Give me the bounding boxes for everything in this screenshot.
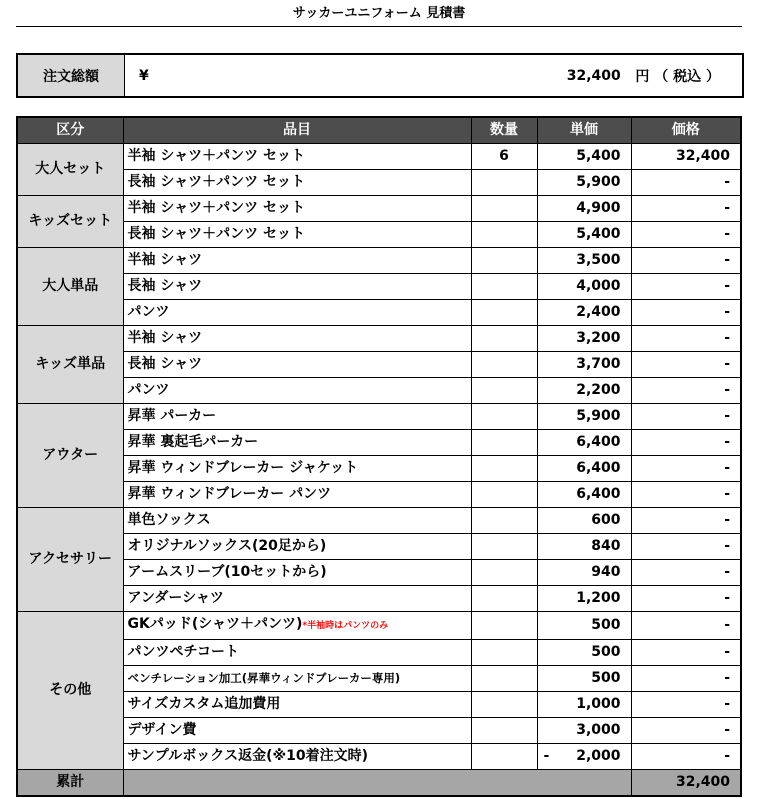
unit-price-cell: 500 xyxy=(537,666,631,692)
unit-price-cell: 1,000 xyxy=(537,692,631,718)
unit-price-cell: 4,900 xyxy=(537,196,631,222)
price-cell: - xyxy=(631,640,741,666)
header-price: 価格 xyxy=(631,117,741,144)
unit-price-cell: 5,900 xyxy=(537,404,631,430)
qty-cell[interactable] xyxy=(471,352,537,378)
order-total-value xyxy=(567,55,742,96)
price-cell: - xyxy=(631,352,741,378)
table-row xyxy=(17,508,741,534)
qty-cell[interactable] xyxy=(471,508,537,534)
item-name: デザイン費 xyxy=(127,722,197,738)
unit-price-cell: 1,200 xyxy=(537,586,631,612)
table-row xyxy=(17,586,741,612)
price-cell: - xyxy=(631,378,741,404)
unit-price-cell: 6,400 xyxy=(537,482,631,508)
unit-price-cell: 5,900 xyxy=(537,170,631,196)
item-cell xyxy=(123,144,471,170)
price-cell: - xyxy=(631,744,741,770)
table-row xyxy=(17,248,741,274)
table-row xyxy=(17,612,741,640)
qty-cell[interactable] xyxy=(471,430,537,456)
order-total-box xyxy=(16,53,744,98)
item-name: オリジナルソックス(20足から) xyxy=(127,538,327,554)
table-row xyxy=(17,430,741,456)
item-cell xyxy=(123,170,471,196)
table-row xyxy=(17,404,741,430)
item-name: パンツ xyxy=(127,382,170,398)
qty-cell[interactable] xyxy=(471,666,537,692)
item-name: アンダーシャツ xyxy=(127,590,224,606)
price-cell: - xyxy=(631,560,741,586)
item-cell xyxy=(123,692,471,718)
price-cell: - xyxy=(631,718,741,744)
yen-symbol: ¥ xyxy=(139,67,149,84)
price-cell: - xyxy=(631,534,741,560)
title-underline xyxy=(16,26,742,27)
unit-price-cell: 5,400 xyxy=(537,144,631,170)
price-cell: - xyxy=(631,692,741,718)
qty-cell[interactable] xyxy=(471,222,537,248)
item-cell xyxy=(123,586,471,612)
item-cell xyxy=(123,612,471,640)
unit-price-cell: 3,700 xyxy=(537,352,631,378)
item-cell xyxy=(123,222,471,248)
item-cell xyxy=(123,718,471,744)
qty-cell[interactable] xyxy=(471,404,537,430)
price-cell: - xyxy=(631,482,741,508)
item-name: 昇華 ウィンドブレーカー ジャケット xyxy=(127,460,359,476)
unit-price-cell: 2,400 xyxy=(537,300,631,326)
price-cell: 32,400 xyxy=(631,144,741,170)
qty-cell[interactable] xyxy=(471,248,537,274)
table-row xyxy=(17,352,741,378)
total-row xyxy=(17,770,741,797)
qty-cell[interactable] xyxy=(471,274,537,300)
table-row xyxy=(17,534,741,560)
item-name: 昇華 パーカー xyxy=(127,408,217,424)
quote-table-body xyxy=(17,144,741,770)
category-cell: キッズ単品 xyxy=(17,326,123,404)
document-title: サッカーユニフォーム 見積書 xyxy=(292,6,466,21)
item-cell xyxy=(123,482,471,508)
item-cell xyxy=(123,666,471,692)
item-name: 長袖 シャツ＋パンツ セット xyxy=(127,174,305,190)
qty-cell[interactable]: 6 xyxy=(471,144,537,170)
unit-price-cell: 6,400 xyxy=(537,430,631,456)
price-cell: - xyxy=(631,404,741,430)
unit-price-cell: 940 xyxy=(537,560,631,586)
item-name: 半袖 シャツ＋パンツ セット xyxy=(127,148,305,164)
table-row xyxy=(17,300,741,326)
qty-cell[interactable] xyxy=(471,612,537,640)
total-label: 累計 xyxy=(17,770,123,797)
qty-cell[interactable] xyxy=(471,482,537,508)
item-cell xyxy=(123,378,471,404)
table-row xyxy=(17,456,741,482)
price-cell: - xyxy=(631,430,741,456)
item-name: 長袖 シャツ xyxy=(127,356,203,372)
qty-cell[interactable] xyxy=(471,718,537,744)
item-cell xyxy=(123,404,471,430)
item-note: *半袖時はパンツのみ xyxy=(302,621,389,631)
item-cell xyxy=(123,534,471,560)
item-name: GKパッド(シャツ＋パンツ) xyxy=(127,616,303,632)
unit-price-cell: 500 xyxy=(537,640,631,666)
total-value: 32,400 xyxy=(631,770,741,797)
category-cell: アウター xyxy=(17,404,123,508)
unit-price-value: 2,000 xyxy=(576,748,621,764)
qty-cell[interactable] xyxy=(471,586,537,612)
unit-price-cell xyxy=(537,744,631,770)
price-cell: - xyxy=(631,196,741,222)
header-category: 区分 xyxy=(17,117,123,144)
item-cell xyxy=(123,456,471,482)
table-row xyxy=(17,196,741,222)
item-cell xyxy=(123,430,471,456)
item-name: 単色ソックス xyxy=(127,512,211,528)
price-cell: - xyxy=(631,300,741,326)
price-cell: - xyxy=(631,456,741,482)
qty-cell[interactable] xyxy=(471,560,537,586)
price-cell: - xyxy=(631,248,741,274)
table-header-row xyxy=(17,117,741,144)
table-row xyxy=(17,560,741,586)
category-cell: 大人単品 xyxy=(17,248,123,326)
unit-price-cell: 5,400 xyxy=(537,222,631,248)
item-cell xyxy=(123,640,471,666)
table-row xyxy=(17,274,741,300)
header-unit-price: 単価 xyxy=(537,117,631,144)
item-name: サンプルボックス返金(※10着注文時) xyxy=(127,748,368,764)
item-name: パンツ xyxy=(127,304,170,320)
quote-table xyxy=(16,116,742,797)
unit-price-cell: 600 xyxy=(537,508,631,534)
order-total-label: 注文総額 xyxy=(18,55,125,96)
table-row xyxy=(17,692,741,718)
item-cell xyxy=(123,300,471,326)
item-cell xyxy=(123,352,471,378)
price-cell: - xyxy=(631,222,741,248)
qty-cell[interactable] xyxy=(471,196,537,222)
qty-cell[interactable] xyxy=(471,300,537,326)
item-cell xyxy=(123,274,471,300)
price-cell: - xyxy=(631,586,741,612)
item-name: ベンチレーション加工(昇華ウィンドブレーカー専用) xyxy=(127,671,401,685)
item-name: パンツペチコート xyxy=(127,644,239,660)
qty-cell[interactable] xyxy=(471,170,537,196)
price-cell: - xyxy=(631,274,741,300)
qty-cell[interactable] xyxy=(471,640,537,666)
table-row xyxy=(17,378,741,404)
item-cell xyxy=(123,248,471,274)
table-row xyxy=(17,666,741,692)
category-cell: アクセサリー xyxy=(17,508,123,612)
header-qty: 数量 xyxy=(471,117,537,144)
item-name: 半袖 シャツ xyxy=(127,330,203,346)
price-cell: - xyxy=(631,170,741,196)
unit-price-cell: 3,200 xyxy=(537,326,631,352)
qty-cell[interactable] xyxy=(471,326,537,352)
unit-price-cell: 2,200 xyxy=(537,378,631,404)
table-row xyxy=(17,744,741,770)
unit-price-cell: 3,500 xyxy=(537,248,631,274)
table-row xyxy=(17,144,741,170)
item-cell xyxy=(123,560,471,586)
item-name: アームスリーブ(10セットから) xyxy=(127,564,327,580)
qty-cell[interactable] xyxy=(471,744,537,770)
qty-cell[interactable] xyxy=(471,378,537,404)
unit-price-cell: 840 xyxy=(537,534,631,560)
price-cell: - xyxy=(631,666,741,692)
item-cell xyxy=(123,326,471,352)
table-row xyxy=(17,482,741,508)
order-total-amount: 32,400 xyxy=(566,67,621,84)
item-name: 半袖 シャツ＋パンツ セット xyxy=(127,200,305,216)
item-name: 半袖 シャツ xyxy=(127,252,203,268)
unit-price-cell: 3,000 xyxy=(537,718,631,744)
table-row xyxy=(17,222,741,248)
item-cell xyxy=(123,508,471,534)
item-name: サイズカスタム追加費用 xyxy=(127,696,281,712)
table-row xyxy=(17,326,741,352)
price-cell: - xyxy=(631,508,741,534)
table-row xyxy=(17,640,741,666)
item-cell xyxy=(123,744,471,770)
category-cell: その他 xyxy=(17,612,123,770)
unit-price-cell: 6,400 xyxy=(537,456,631,482)
order-total-unit: 円 （ 税込 ） xyxy=(635,68,720,85)
item-name: 長袖 シャツ＋パンツ セット xyxy=(127,226,305,242)
unit-price-cell: 500 xyxy=(537,612,631,640)
table-row xyxy=(17,170,741,196)
table-row xyxy=(17,718,741,744)
item-name: 長袖 シャツ xyxy=(127,278,203,294)
category-cell: 大人セット xyxy=(17,144,123,196)
unit-price-cell: 4,000 xyxy=(537,274,631,300)
unit-price-sign: - xyxy=(543,748,550,764)
qty-cell[interactable] xyxy=(471,456,537,482)
item-name: 昇華 裏起毛パーカー xyxy=(127,434,259,450)
category-cell: キッズセット xyxy=(17,196,123,248)
header-item: 品目 xyxy=(123,117,471,144)
qty-cell[interactable] xyxy=(471,692,537,718)
qty-cell[interactable] xyxy=(471,534,537,560)
item-name: 昇華 ウィンドブレーカー パンツ xyxy=(127,486,332,502)
total-filler xyxy=(123,770,631,797)
price-cell: - xyxy=(631,612,741,640)
item-cell xyxy=(123,196,471,222)
price-cell: - xyxy=(631,326,741,352)
